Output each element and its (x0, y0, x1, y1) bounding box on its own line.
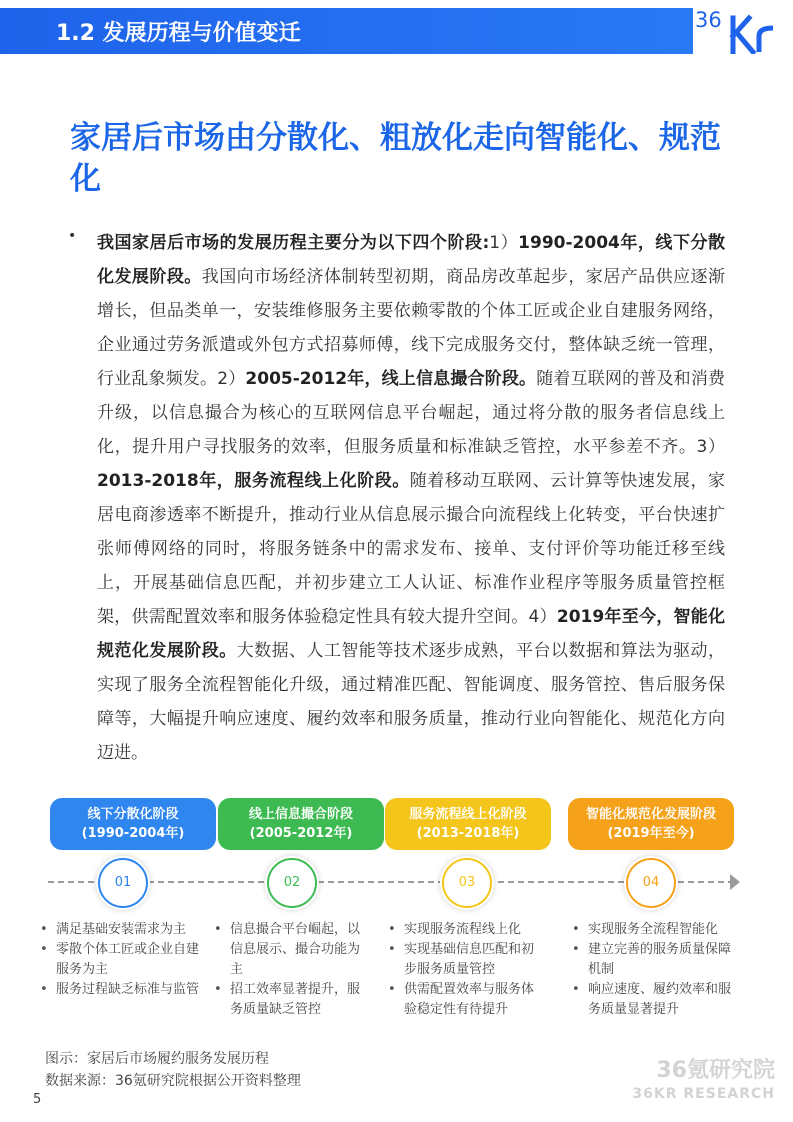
timeline-node-02: 02 (267, 858, 317, 908)
watermark (632, 1058, 775, 1104)
stage-desc-3 (386, 920, 544, 1020)
stage-box-2 (218, 798, 384, 850)
list-item: • 响应速度、履约效率和服务质量显著提升 (570, 980, 738, 1020)
timeline-node-04: 04 (626, 858, 676, 908)
stage1-text: 我国向市场经济体制转型初期，商品房改革起步，家居产品供应逐渐增长，但品类单一，安装维修服务主要依赖零散的个体工匠或企业自建服务网络，企业通过劳务派遣或外包方式招募师傅，线下完成服务交付，整体缺乏统一管理，行业乱象频发。 (97, 267, 726, 389)
stage-name: 服务流程线上化阶段 (409, 807, 527, 822)
watermark-en: 36KR RESEARCH (632, 1086, 775, 1102)
list-item: • 招工效率显著提升，服务质量缺乏管控 (212, 980, 362, 1020)
watermark-cn: 36氪研究院 (656, 1058, 775, 1083)
36kr-logo-icon (693, 0, 793, 54)
list-item: • 实现基础信息匹配和初步服务质量管控 (386, 940, 544, 980)
list-item: • 服务过程缺乏标准与监管 (38, 980, 206, 1000)
stage-desc-4 (570, 920, 738, 1020)
figure-caption (45, 1048, 301, 1092)
timeline-node-03: 03 (442, 858, 492, 908)
stage4-num: 4） (528, 607, 557, 627)
stage-name: 智能化规范化发展阶段 (585, 807, 716, 822)
list-item: • 满足基础安装需求为主 (38, 920, 206, 940)
history-paragraph (97, 226, 725, 770)
stage2-text: 随着互联网的普及和消费升级，以信息撮合为核心的互联网信息平台崛起，通过将分散的服务者信息线上化，提升用户寻找服务的效率，但服务质量和标准缺乏管控，水平参差不齐。 (97, 369, 726, 457)
timeline-node-01: 01 (98, 858, 148, 908)
list-item: • 供需配置效率与服务体验稳定性有待提升 (386, 980, 544, 1020)
stage3-title: 2013-2018年，服务流程线上化阶段。 (97, 471, 410, 491)
stage3-text: 随着移动互联网、云计算等快速发展，家居电商渗透率不断提升，推动行业从信息展示撮合向流程线上化转变，平台快速扩张师傅网络的同时，将服务链条中的需求发布、接单、支付评价等功能迁移至线上，开展基础信息匹配，并初步建立工人认证、标准作业程序等服务质量管控框架，供需配置效率和服务体验稳定性具有较大提升空间。 (97, 471, 726, 627)
stage-period: (1990-2004年) (81, 826, 185, 841)
data-source: 数据来源：36氪研究院根据公开资料整理 (45, 1073, 301, 1089)
stage1-num: 1） (489, 233, 519, 253)
stage-name: 线上信息撮合阶段 (248, 807, 353, 822)
section-title: 1.2 发展历程与价值变迁 (56, 21, 301, 46)
stage-desc-1 (38, 920, 206, 1000)
list-item: • 零散个体工匠或企业自建服务为主 (38, 940, 206, 980)
main-title: 家居后市场由分散化、粗放化走向智能化、规范化 (70, 120, 721, 197)
stage-period: (2019年至今) (607, 826, 695, 841)
figure-title: 图示：家居后市场履约服务发展历程 (45, 1051, 269, 1067)
list-item: • 实现服务全流程智能化 (570, 920, 738, 940)
list-item: • 实现服务流程线上化 (386, 920, 544, 940)
stage4-title: 2019年至今，智能化规范化发展阶段。 (97, 607, 725, 661)
intro-text: 我国家居后市场的发展历程主要分为以下四个阶段: (97, 233, 490, 253)
page-header (0, 0, 793, 54)
stage3-num: 3） (696, 437, 725, 457)
arrow-right-icon (730, 874, 740, 890)
list-item: • 信息撮合平台崛起，以信息展示、撮合功能为主 (212, 920, 362, 980)
stage-period: (2013-2018年) (416, 826, 520, 841)
stage2-title: 2005-2012年，线上信息撮合阶段。 (245, 369, 537, 389)
stage4-text: 大数据、人工智能等技术逐步成熟，平台以数据和算法为驱动，实现了服务全流程智能化升级，通过精准匹配、智能调度、服务管控、售后服务保障等，大幅提升响应速度、履约效率和服务质量，推动行业向智能化、规范化方向迈进。 (97, 641, 726, 763)
stage2-num: 2） (217, 369, 246, 389)
stage1-title: 1990-2004年，线下分散化发展阶段。 (97, 233, 725, 287)
stage-box-3 (385, 798, 551, 850)
stage-name: 线下分散化阶段 (87, 807, 179, 822)
stage-box-4 (568, 798, 734, 850)
stage-period: (2005-2012年) (249, 826, 353, 841)
svg-text:36: 36 (695, 8, 722, 32)
page-number: 5 (33, 1092, 42, 1107)
list-item: • 建立完善的服务质量保障机制 (570, 940, 738, 980)
bullet-icon: • (68, 228, 77, 244)
stage-desc-2 (212, 920, 362, 1020)
stage-box-1 (50, 798, 216, 850)
